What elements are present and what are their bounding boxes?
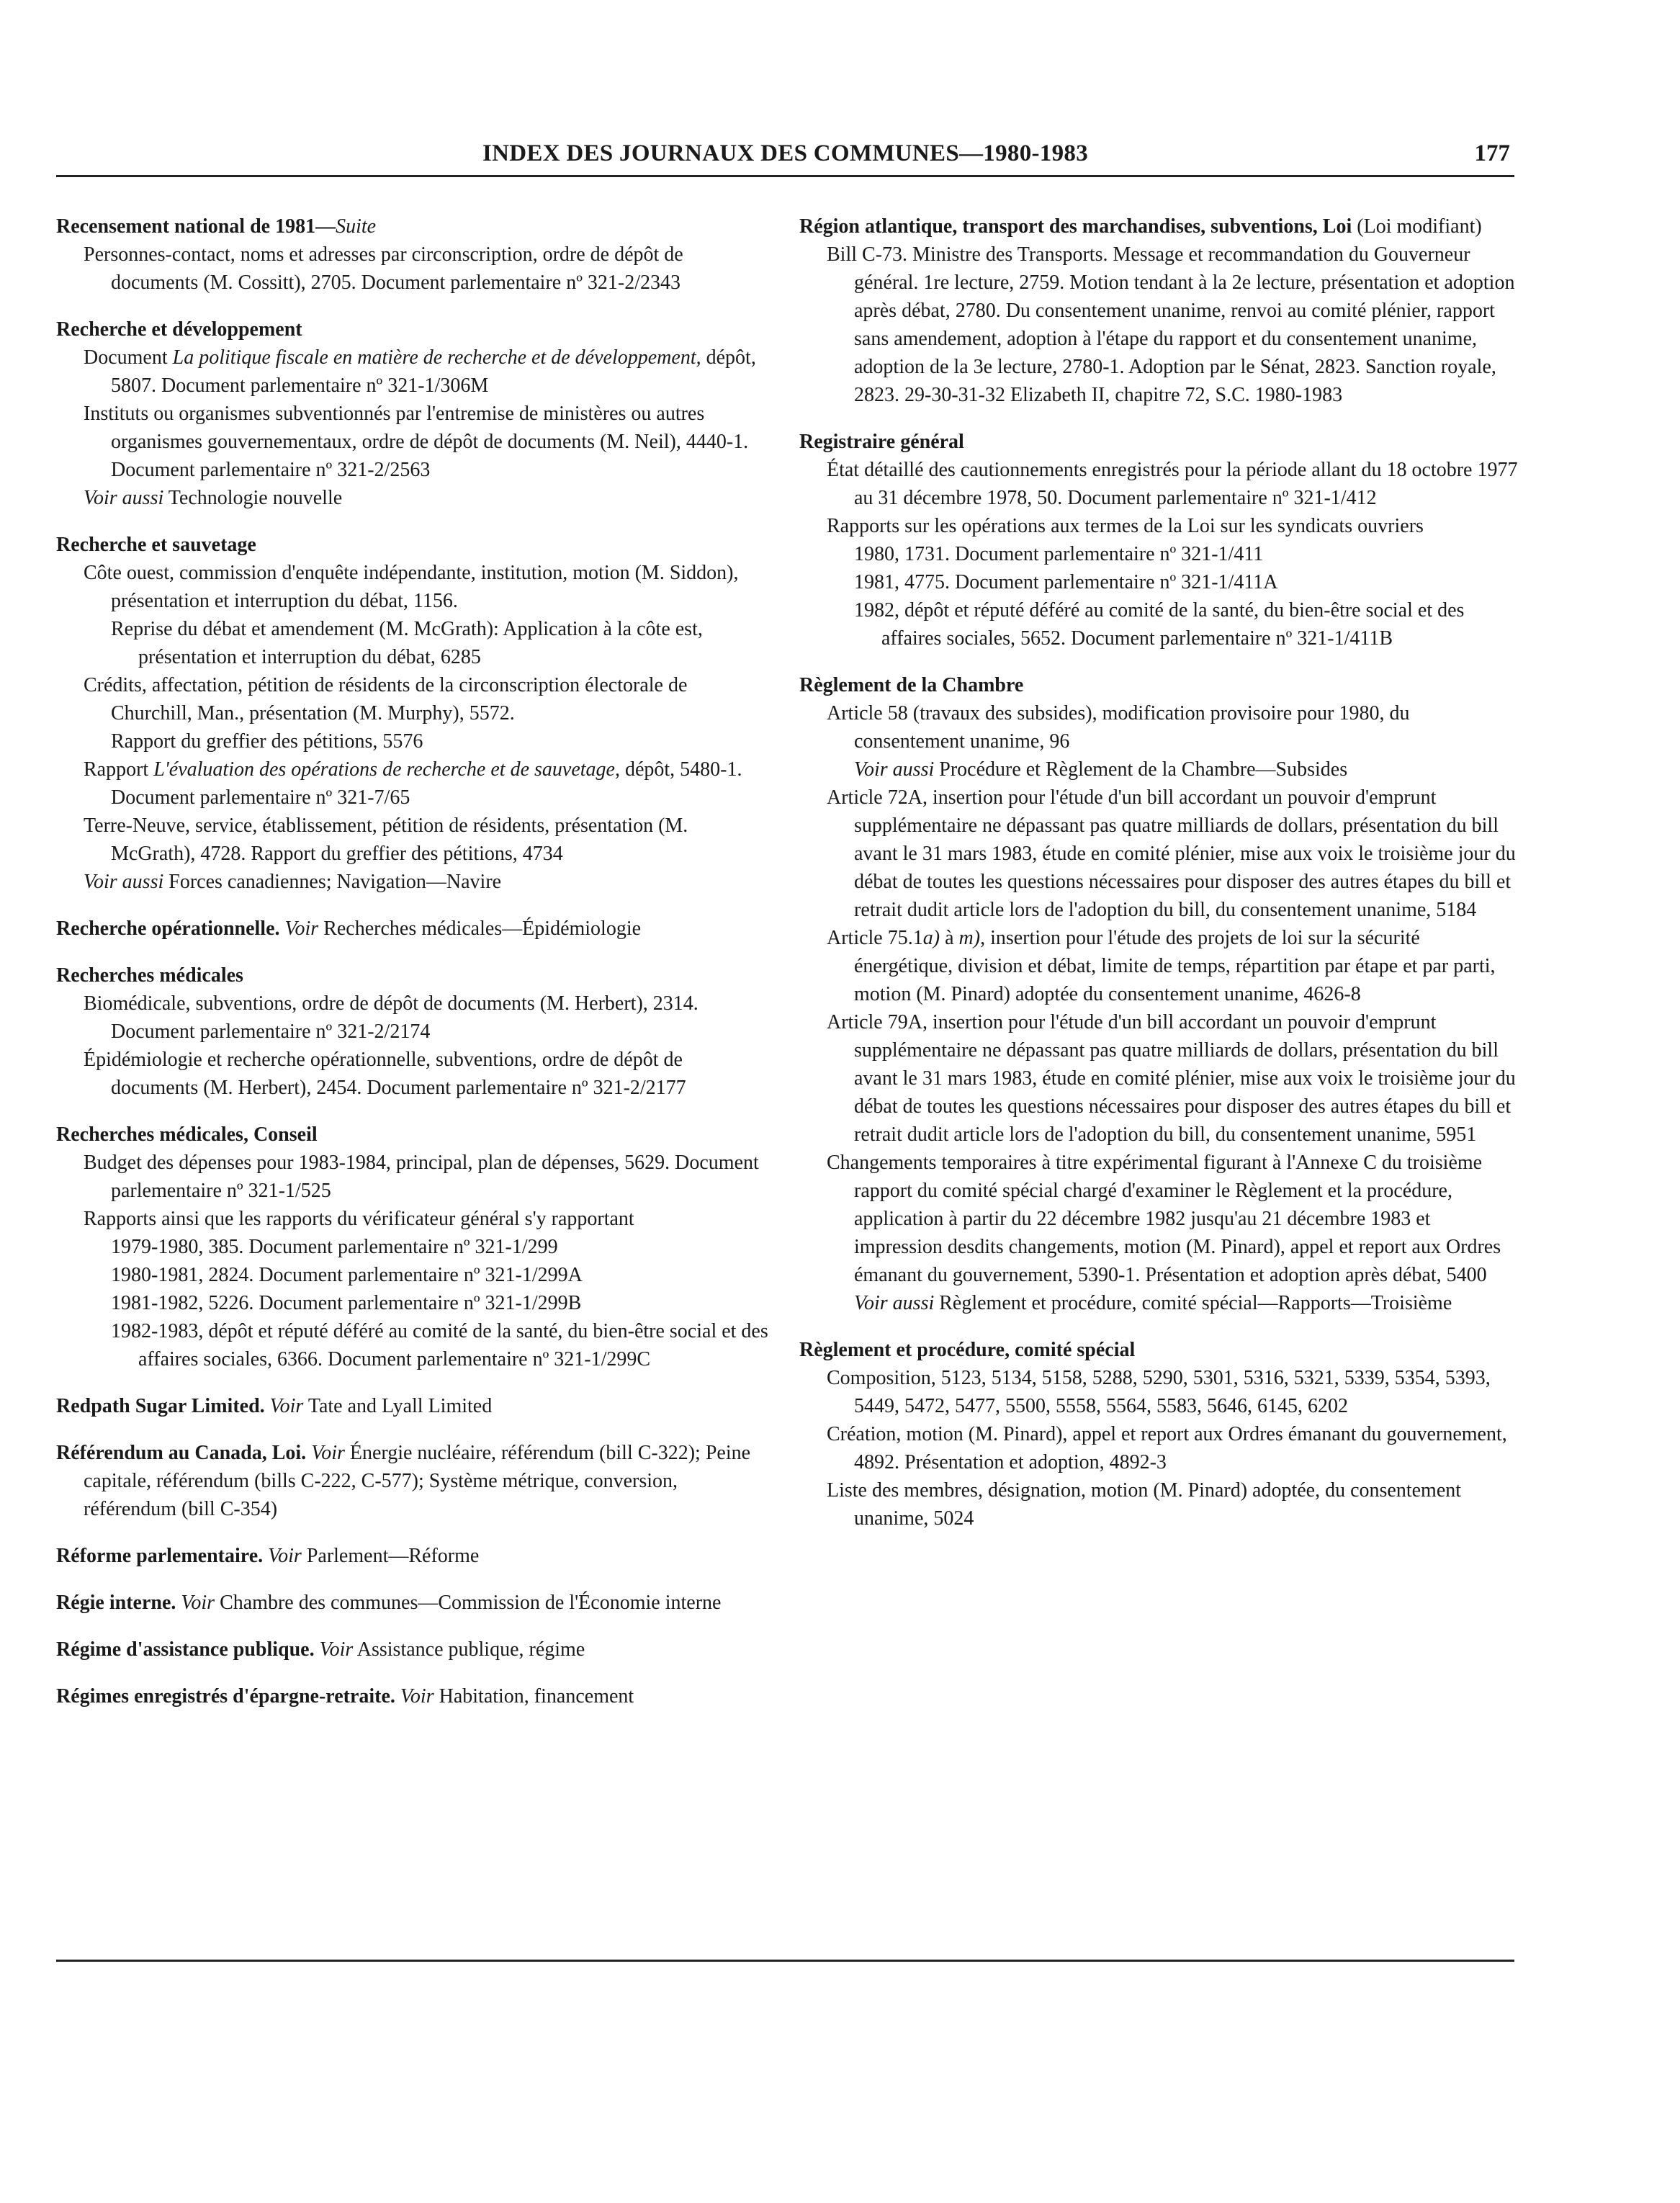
heading-qualifier: (Loi modifiant) — [1352, 215, 1482, 238]
index-entry — [56, 1439, 769, 1523]
sub-subentry: 1981-1982, 5226. Document parlementaire nº 321-1/299B — [111, 1292, 582, 1314]
index-entry — [56, 1589, 769, 1617]
headword: Réforme parlementaire. — [56, 1545, 264, 1567]
index-entry — [56, 315, 769, 512]
subentry: Création, motion (M. Pinard), appel et report aux Ordres émanant du gouvernement, 4892. Présentation et adoption, 4892-3 — [827, 1423, 1507, 1473]
headword: Régime d'assistance publique. — [56, 1638, 315, 1661]
headword: Recensement national de 1981— — [56, 215, 336, 238]
subentry — [799, 924, 1519, 1008]
see-label: Voir — [395, 1685, 434, 1708]
sub-subentry: 1980, 1731. Document parlementaire nº 321-1/411 — [854, 543, 1264, 565]
subentry: Article 72A, insertion pour l'étude d'un bill accordant un pouvoir d'emprunt supplémentaire ne dépassant pas quatre milliards de dollars, présentation du bill avant le 31 mars 1983, étude en comité plénier, mise aux voix le troisième jour du débat de toutes les questions nécessaires pour disposer des autres étapes du bill et retrait dudit article lors de l'adoption du bill, du consentement unanime, 5184 — [827, 786, 1516, 921]
see-also — [56, 868, 769, 896]
see-also-target: Règlement et procédure, comité spécial—Rapports—Troisième — [934, 1292, 1452, 1314]
subentry — [56, 755, 769, 812]
subentry: Personnes-contact, noms et adresses par circonscription, ordre de dépôt de documents (M. Cossitt), 2705. Document parlementaire nº 321-2/2343 — [84, 243, 683, 294]
subentry-italic: a) — [922, 927, 940, 949]
see-label: Voir — [279, 917, 319, 940]
headword: Région atlantique, transport des marchandises, subventions, Loi — [799, 215, 1352, 238]
see-also-label: Voir aussi — [84, 487, 164, 509]
see-target: Recherches médicales—Épidémiologie — [318, 917, 642, 940]
see-label: Voir — [263, 1545, 302, 1567]
see-label: Voir — [314, 1638, 354, 1661]
subentry-italic: m) — [958, 927, 981, 949]
entry-heading: Recherche et développement — [56, 318, 302, 341]
entry-heading: Recherches médicales — [56, 964, 243, 987]
index-entry — [799, 428, 1519, 652]
footer-rule — [56, 1960, 1514, 1962]
subentry-text: , insertion pour l'étude des projets de loi sur la sécurité énergétique, division et débat, limite de temps, répartition par étape et par parti, motion (M. Pinard) adoptée du consentement unanime, 4626-8 — [854, 927, 1496, 1005]
index-entry — [799, 671, 1519, 1317]
headword: Régie interne. — [56, 1592, 176, 1614]
index-entry — [56, 531, 769, 896]
see-also-label: Voir aussi — [854, 1292, 935, 1314]
subentry: Crédits, affectation, pétition de résidents de la circonscription électorale de Churchill, Man., présentation (M. Murphy), 5572. — [84, 674, 688, 724]
sub-subentry: 1982, dépôt et réputé déféré au comité de la santé, du bien-être social et des affaires sociales, 5652. Document parlementaire nº 321-1/411B — [854, 599, 1465, 650]
entry-heading — [56, 1636, 769, 1664]
entry-heading — [56, 1439, 769, 1523]
page-header — [56, 140, 1514, 177]
index-entry — [799, 1336, 1519, 1533]
subentry-text: dépôt, 5807. Document parlementaire nº 321-1/306M — [111, 346, 756, 397]
see-target: Chambre des communes—Commission de l'Économie interne — [215, 1592, 722, 1614]
subentry-text: à — [940, 927, 959, 949]
entry-heading: Règlement et procédure, comité spécial — [799, 1339, 1136, 1361]
headword: Redpath Sugar Limited. — [56, 1395, 265, 1417]
see-target: Énergie nucléaire, référendum (bill C-322); Peine capitale, référendum (bills C-222, C-577); Système métrique, conversion, référendum (bill C-354) — [84, 1442, 751, 1520]
see-label: Voir — [264, 1395, 304, 1417]
subentry: Liste des membres, désignation, motion (M. Pinard) adoptée, du consentement unanime, 5024 — [827, 1479, 1462, 1530]
see-also-target: Procédure et Règlement de la Chambre—Subsides — [934, 758, 1348, 781]
subentry-continuation: Reprise du débat et amendement (M. McGrath): Application à la côte est, présentation et interruption du débat, 6285 — [111, 618, 703, 668]
index-entry — [56, 1121, 769, 1373]
see-also — [56, 484, 769, 512]
subentry: Article 58 (travaux des subsides), modification provisoire pour 1980, du consentement unanime, 96 — [827, 702, 1410, 753]
subentry: Composition, 5123, 5134, 5158, 5288, 5290, 5301, 5316, 5321, 5339, 5354, 5393, 5449, 5472, 5477, 5500, 5558, 5564, 5583, 5646, 6145, 6202 — [827, 1367, 1491, 1417]
entry-heading: Règlement de la Chambre — [799, 674, 1024, 696]
subentry-text: dépôt, 5480-1. Document parlementaire nº 321-7/65 — [111, 758, 742, 809]
entry-heading — [56, 1392, 769, 1420]
sub-subentry: 1981, 4775. Document parlementaire nº 321-1/411A — [854, 571, 1278, 593]
sub-subentry: 1979-1980, 385. Document parlementaire nº 321-1/299 — [111, 1236, 558, 1258]
subentry: Changements temporaires à titre expérimental figurant à l'Annexe C du troisième rapport du comité spécial chargé d'examiner le Règlement et la procédure, application à partir du 22 décembre 1982 jusqu'au 21 décembre 1983 et impression desdits changements, motion (M. Pinard), appel et report aux Ordres émanant du gouvernement, 5390-1. Présentation et adoption après débat, 5400 — [827, 1152, 1501, 1286]
continuation-note: Suite — [336, 215, 377, 238]
document-title: La politique fiscale en matière de recherche et de développement, — [172, 346, 701, 369]
entry-heading: Recherches médicales, Conseil — [56, 1123, 318, 1146]
see-also-label: Voir aussi — [854, 758, 935, 781]
subentry: Rapports ainsi que les rapports du vérificateur général s'y rapportant — [84, 1208, 634, 1230]
sub-subentry: 1982-1983, dépôt et réputé déféré au comité de la santé, du bien-être social et des affaires sociales, 6366. Document parlementaire nº 321-1/299C — [111, 1320, 768, 1370]
see-also-target: Forces canadiennes; Navigation—Navire — [163, 871, 502, 893]
subentry: Côte ouest, commission d'enquête indépendante, institution, motion (M. Siddon), présentation et interruption du débat, 1156. — [84, 562, 739, 612]
subentry: Biomédicale, subventions, ordre de dépôt de documents (M. Herbert), 2314. Document parlementaire nº 321-2/2174 — [84, 992, 698, 1043]
index-entry — [56, 1682, 769, 1710]
page-number: 177 — [1474, 140, 1510, 166]
entry-heading — [56, 1542, 769, 1570]
see-also-target: Technologie nouvelle — [163, 487, 343, 509]
subentry-continuation: Rapport du greffier des pétitions, 5576 — [111, 730, 423, 753]
index-entry — [799, 212, 1519, 409]
see-also — [799, 1289, 1519, 1317]
see-label: Voir — [306, 1442, 345, 1464]
subentry: Bill C-73. Ministre des Transports. Message et recommandation du Gouverneur général. 1re lecture, 2759. Motion tendant à la 2e lecture, présentation et adoption après débat, 2780. Du consentement unanime, renvoi au comité plénier, rapport sans amendement, adoption à l'étape du rapport et du consentement unanime, adoption de la 3e lecture, 2780-1. Adoption par le Sénat, 2823. Sanction royale, 2823. 29-30-31-32 Elizabeth II, chapitre 72, S.C. 1980-1983 — [827, 243, 1515, 406]
index-entry — [56, 1636, 769, 1664]
running-title: INDEX DES JOURNAUX DES COMMUNES—1980-1983 — [482, 140, 1088, 166]
entry-heading: Recherche et sauvetage — [56, 534, 256, 556]
right-column — [799, 212, 1519, 1551]
see-also-label: Voir aussi — [84, 871, 164, 893]
subentry-text: Document — [84, 346, 173, 369]
subentry: État détaillé des cautionnements enregistrés pour la période allant du 18 octobre 1977 au 31 décembre 1978, 50. Document parlementaire nº 321-1/412 — [827, 459, 1518, 509]
document-title: L'évaluation des opérations de recherche et de sauvetage, — [153, 758, 620, 781]
subentry: Article 79A, insertion pour l'étude d'un bill accordant un pouvoir d'emprunt supplémentaire ne dépassant pas quatre milliards de dollars, présentation du bill avant le 31 mars 1983, étude en comité plénier, mise aux voix le troisième jour du débat de toutes les questions nécessaires pour disposer des autres étapes du bill et retrait dudit article lors de l'adoption du bill, du consentement unanime, 5951 — [827, 1011, 1516, 1146]
subentry: Rapports sur les opérations aux termes de la Loi sur les syndicats ouvriers — [827, 515, 1424, 537]
index-entry — [56, 1542, 769, 1570]
see-target: Parlement—Réforme — [301, 1545, 480, 1567]
headword: Régimes enregistrés d'épargne-retraite. — [56, 1685, 395, 1708]
see-target: Habitation, financement — [434, 1685, 634, 1708]
subentry: Budget des dépenses pour 1983-1984, principal, plan de dépenses, 5629. Document parlementaire nº 321-1/525 — [84, 1152, 759, 1202]
entry-heading — [56, 212, 769, 241]
entry-heading — [799, 212, 1519, 241]
headword: Référendum au Canada, Loi. — [56, 1442, 307, 1464]
entry-heading — [56, 1682, 769, 1710]
sub-subentry: 1980-1981, 2824. Document parlementaire nº 321-1/299A — [111, 1264, 583, 1286]
entry-heading — [56, 915, 769, 943]
index-entry — [56, 212, 769, 297]
entry-heading: Registraire général — [799, 431, 964, 453]
subentry: Terre-Neuve, service, établissement, pétition de résidents, présentation (M. McGrath), 4728. Rapport du greffier des pétitions, 4734 — [84, 815, 688, 865]
left-column — [56, 212, 769, 1729]
see-target: Assistance publique, régime — [353, 1638, 585, 1661]
index-entry — [56, 1392, 769, 1420]
index-entry — [56, 961, 769, 1102]
subentry-text: Article 75.1 — [827, 927, 923, 949]
subentry: Instituts ou organismes subventionnés par l'entremise de ministères ou autres organismes gouvernementaux, ordre de dépôt de documents (M. Neil), 4440-1. Document parlementaire nº 321-2/2563 — [84, 403, 749, 481]
see-target: Tate and Lyall Limited — [303, 1395, 493, 1417]
subentry-text: Rapport — [84, 758, 154, 781]
headword: Recherche opérationnelle. — [56, 917, 280, 940]
index-entry — [56, 915, 769, 943]
subentry — [56, 344, 769, 400]
subentry: Épidémiologie et recherche opérationnelle, subventions, ordre de dépôt de documents (M. Herbert), 2454. Document parlementaire nº 321-2/2177 — [84, 1049, 686, 1099]
see-also — [799, 755, 1519, 784]
entry-heading — [56, 1589, 769, 1617]
see-label: Voir — [176, 1592, 215, 1614]
